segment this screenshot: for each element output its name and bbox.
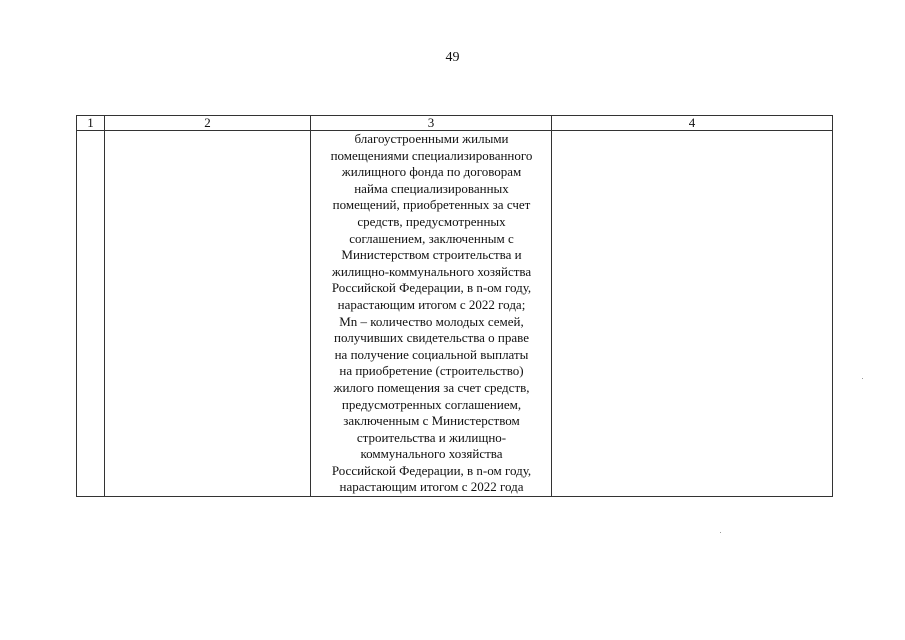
text-line: Министерством строительства и [341, 247, 522, 263]
text-line: благоустроенными жилыми [354, 131, 509, 146]
header-col-2: 2 [105, 116, 311, 131]
text-line: жилого помещения за счет средств, [333, 379, 530, 395]
header-col-3: 3 [311, 116, 552, 131]
text-line: нарастающим итогом с 2022 года; [337, 296, 526, 312]
header-col-4: 4 [552, 116, 833, 131]
text-line: строительства и жилищно- [356, 429, 507, 445]
text-line: на приобретение (строительство) [339, 363, 524, 379]
text-line: средств, предусмотренных [357, 213, 506, 229]
text-line: жилищно-коммунального хозяйства [331, 263, 532, 279]
text-line: помещений, приобретенных за счет [332, 197, 531, 213]
scan-speck [862, 378, 863, 379]
cell-col-3-text [311, 131, 551, 496]
text-line: коммунального хозяйства [360, 446, 503, 462]
text-line: Mn – количество молодых семей, [339, 313, 524, 329]
text-line: заключенным с Министерством [343, 413, 520, 429]
scan-speck [720, 532, 721, 533]
table-row [77, 131, 833, 497]
text-line: на получение социальной выплаты [334, 346, 529, 362]
cell-col-1 [77, 131, 105, 497]
header-row [77, 116, 833, 131]
text-line: найма специализированных [354, 180, 509, 196]
page-number: 49 [445, 50, 460, 65]
text-line: Российской Федерации, в n-ом году, [331, 462, 532, 478]
document-table [76, 115, 833, 497]
header-col-1: 1 [77, 116, 105, 131]
text-line: получивших свидетельства о праве [334, 330, 529, 346]
text-line: предусмотренных соглашением, [341, 396, 522, 412]
text-line: нарастающим итогом с 2022 года [339, 479, 524, 495]
text-line: соглашением, заключенным с [349, 230, 514, 246]
cell-col-4 [552, 131, 833, 497]
text-line: помещениями специализированного [330, 147, 533, 163]
text-line: жилищного фонда по договорам [341, 164, 522, 180]
cell-col-2 [105, 131, 311, 497]
text-line: Российской Федерации, в n-ом году, [331, 280, 532, 296]
cell-col-3 [311, 131, 552, 497]
